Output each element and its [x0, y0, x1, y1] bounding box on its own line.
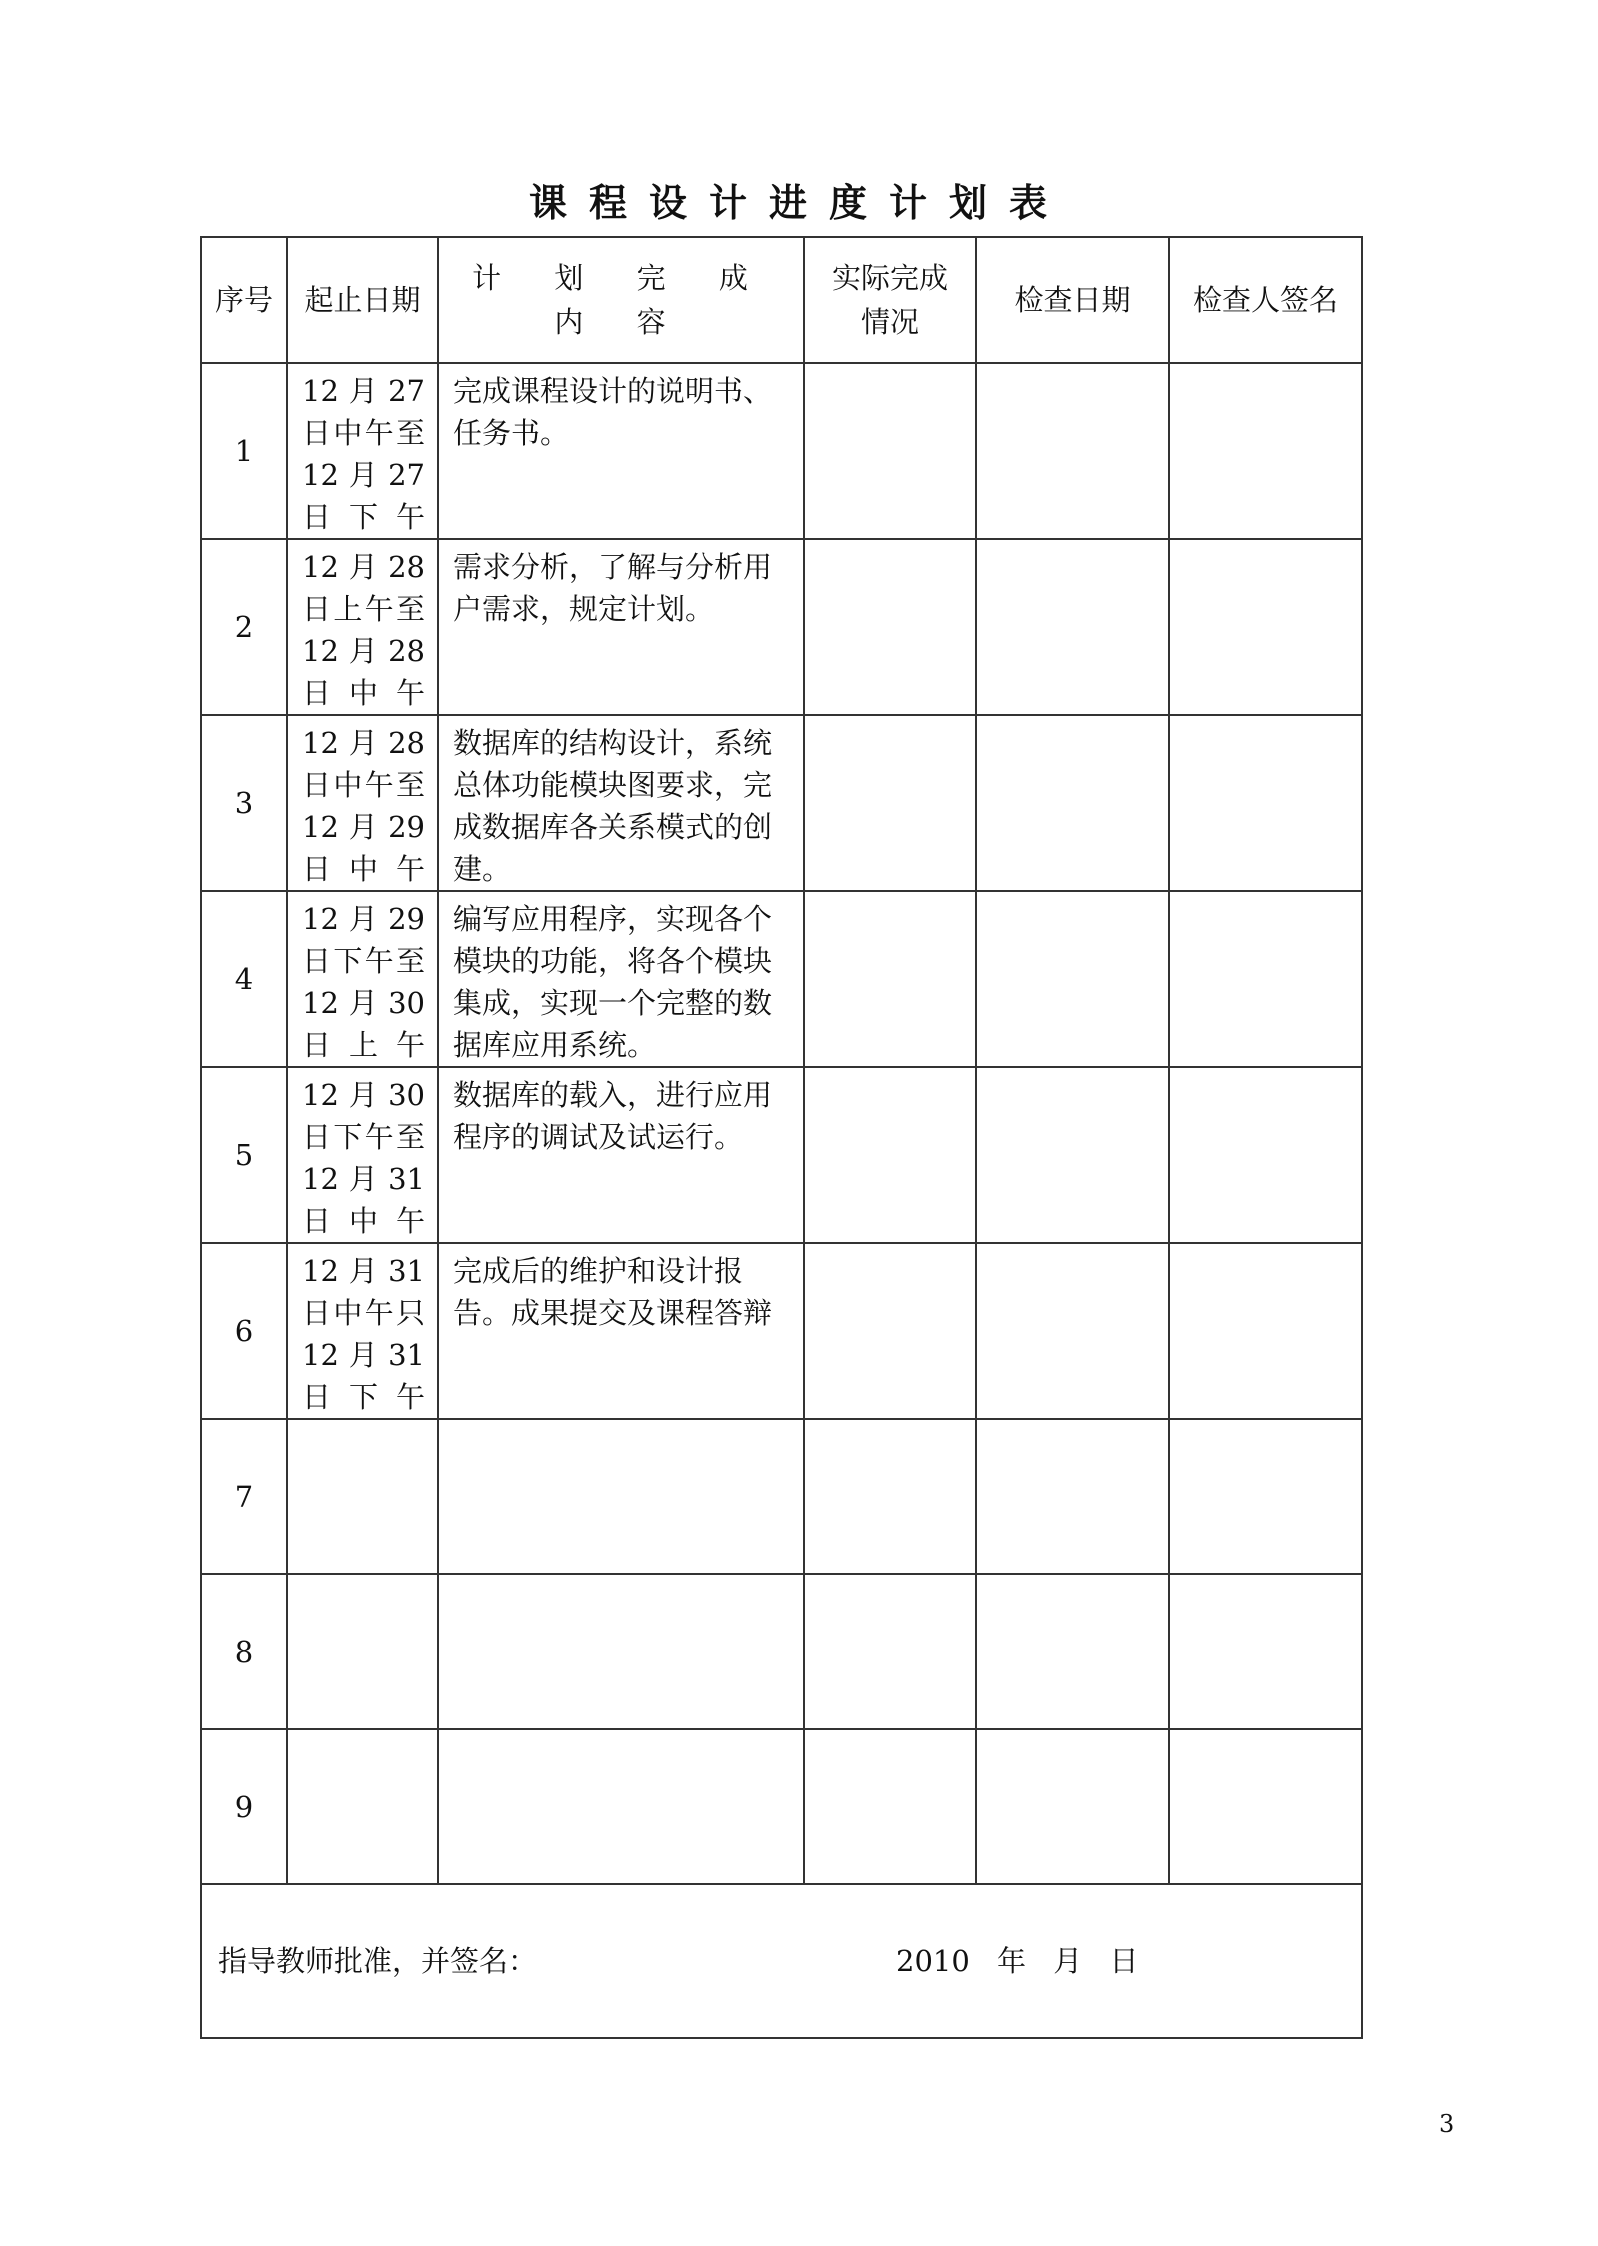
page-title: 课程设计进度计划表	[528, 181, 1069, 225]
row-checker-cell[interactable]	[1169, 715, 1362, 891]
header-actual-line2: 情况	[860, 305, 919, 339]
row-number: 6	[201, 1243, 287, 1419]
row-check-date-cell[interactable]	[976, 1574, 1169, 1729]
row-content: 数据库的结构设计，系统总体功能模块图要求，完成数据库各关系模式的创建。	[438, 715, 804, 891]
date-line: 日中午至	[302, 416, 425, 450]
header-actual	[804, 237, 976, 363]
row-content[interactable]	[438, 1419, 804, 1574]
row-number: 7	[201, 1419, 287, 1574]
table-row	[201, 1729, 1362, 1884]
date-line: 日下午	[302, 500, 425, 534]
header-content: 计 划 完 成 内 容	[438, 237, 804, 363]
row-dates	[287, 539, 438, 715]
date-line: 12 月 31	[302, 1162, 425, 1196]
row-actual-cell[interactable]	[804, 1419, 976, 1574]
date-line: 12 月 29	[302, 810, 425, 844]
date-line: 12 月 27	[302, 458, 425, 492]
approval-label: 指导教师批准，并签名：	[218, 1944, 538, 1978]
row-actual-cell[interactable]	[804, 1067, 976, 1243]
date-line: 日下午至	[302, 1120, 425, 1154]
row-actual-cell[interactable]	[804, 715, 976, 891]
row-content[interactable]	[438, 1574, 804, 1729]
row-check-date-cell[interactable]	[976, 539, 1169, 715]
header-checker: 检查人签名	[1169, 237, 1362, 363]
header-dates: 起止日期	[287, 237, 438, 363]
row-checker-cell[interactable]	[1169, 363, 1362, 539]
date-line: 12 月 27	[302, 374, 425, 408]
footer-row	[201, 1884, 1362, 2038]
row-checker-cell[interactable]	[1169, 539, 1362, 715]
date-line: 日中午只	[302, 1296, 425, 1330]
row-content: 完成课程设计的说明书、任务书。	[438, 363, 804, 539]
table-row	[201, 891, 1362, 1067]
row-actual-cell[interactable]	[804, 1574, 976, 1729]
row-dates	[287, 363, 438, 539]
row-content: 完成后的维护和设计报告。成果提交及课程答辩	[438, 1243, 804, 1419]
header-actual-line1: 实际完成	[831, 261, 948, 295]
row-checker-cell[interactable]	[1169, 1574, 1362, 1729]
date-line: 12 月 28	[302, 726, 425, 760]
date-line: 12 月 30	[302, 1078, 425, 1112]
row-checker-cell[interactable]	[1169, 1419, 1362, 1574]
date-line: 日中午	[302, 676, 425, 710]
row-actual-cell[interactable]	[804, 1729, 976, 1884]
row-content: 编写应用程序，实现各个模块的功能，将各个模块集成，实现一个完整的数据库应用系统。	[438, 891, 804, 1067]
row-check-date-cell[interactable]	[976, 1729, 1169, 1884]
row-dates[interactable]	[287, 1574, 438, 1729]
header-check-date: 检查日期	[976, 237, 1169, 363]
row-content: 数据库的载入，进行应用程序的调试及试运行。	[438, 1067, 804, 1243]
header-row	[201, 237, 1362, 363]
row-dates[interactable]	[287, 1419, 438, 1574]
date-line: 日中午	[302, 1204, 425, 1238]
row-dates	[287, 891, 438, 1067]
table-row	[201, 715, 1362, 891]
date-line: 日下午至	[302, 944, 425, 978]
row-checker-cell[interactable]	[1169, 1067, 1362, 1243]
row-content: 需求分析，了解与分析用户需求，规定计划。	[438, 539, 804, 715]
row-dates[interactable]	[287, 1729, 438, 1884]
row-dates	[287, 1243, 438, 1419]
schedule-table	[200, 236, 1363, 2039]
table-row	[201, 1574, 1362, 1729]
date-line: 12 月 28	[302, 634, 425, 668]
table-row	[201, 1243, 1362, 1419]
date-line: 12 月 31	[302, 1254, 425, 1288]
date-line: 12 月 28	[302, 550, 425, 584]
row-dates	[287, 715, 438, 891]
table-row	[201, 1067, 1362, 1243]
row-actual-cell[interactable]	[804, 891, 976, 1067]
row-check-date-cell[interactable]	[976, 1067, 1169, 1243]
row-actual-cell[interactable]	[804, 539, 976, 715]
row-check-date-cell[interactable]	[976, 363, 1169, 539]
date-line: 12 月 31	[302, 1338, 425, 1372]
table-row	[201, 539, 1362, 715]
approval-date: 2010 年 月 日	[896, 1944, 1139, 1978]
table-row	[201, 363, 1362, 539]
date-line: 12 月 29	[302, 902, 425, 936]
date-line: 日下午	[302, 1380, 425, 1414]
row-number: 2	[201, 539, 287, 715]
row-number: 9	[201, 1729, 287, 1884]
row-number: 8	[201, 1574, 287, 1729]
row-check-date-cell[interactable]	[976, 891, 1169, 1067]
approval-cell[interactable]	[201, 1884, 1362, 2038]
table-row	[201, 1419, 1362, 1574]
page-number: 3	[1439, 2110, 1455, 2138]
row-content[interactable]	[438, 1729, 804, 1884]
header-seq: 序号	[201, 237, 287, 363]
date-line: 日中午至	[302, 768, 425, 802]
date-line: 日上午	[302, 1028, 425, 1062]
row-actual-cell[interactable]	[804, 363, 976, 539]
date-line: 日中午	[302, 852, 425, 886]
row-check-date-cell[interactable]	[976, 1243, 1169, 1419]
row-number: 4	[201, 891, 287, 1067]
row-checker-cell[interactable]	[1169, 1243, 1362, 1419]
row-number: 3	[201, 715, 287, 891]
row-number: 1	[201, 363, 287, 539]
row-dates	[287, 1067, 438, 1243]
row-check-date-cell[interactable]	[976, 1419, 1169, 1574]
row-number: 5	[201, 1067, 287, 1243]
row-checker-cell[interactable]	[1169, 1729, 1362, 1884]
row-checker-cell[interactable]	[1169, 891, 1362, 1067]
row-check-date-cell[interactable]	[976, 715, 1169, 891]
row-actual-cell[interactable]	[804, 1243, 976, 1419]
date-line: 12 月 30	[302, 986, 425, 1020]
date-line: 日上午至	[302, 592, 425, 626]
